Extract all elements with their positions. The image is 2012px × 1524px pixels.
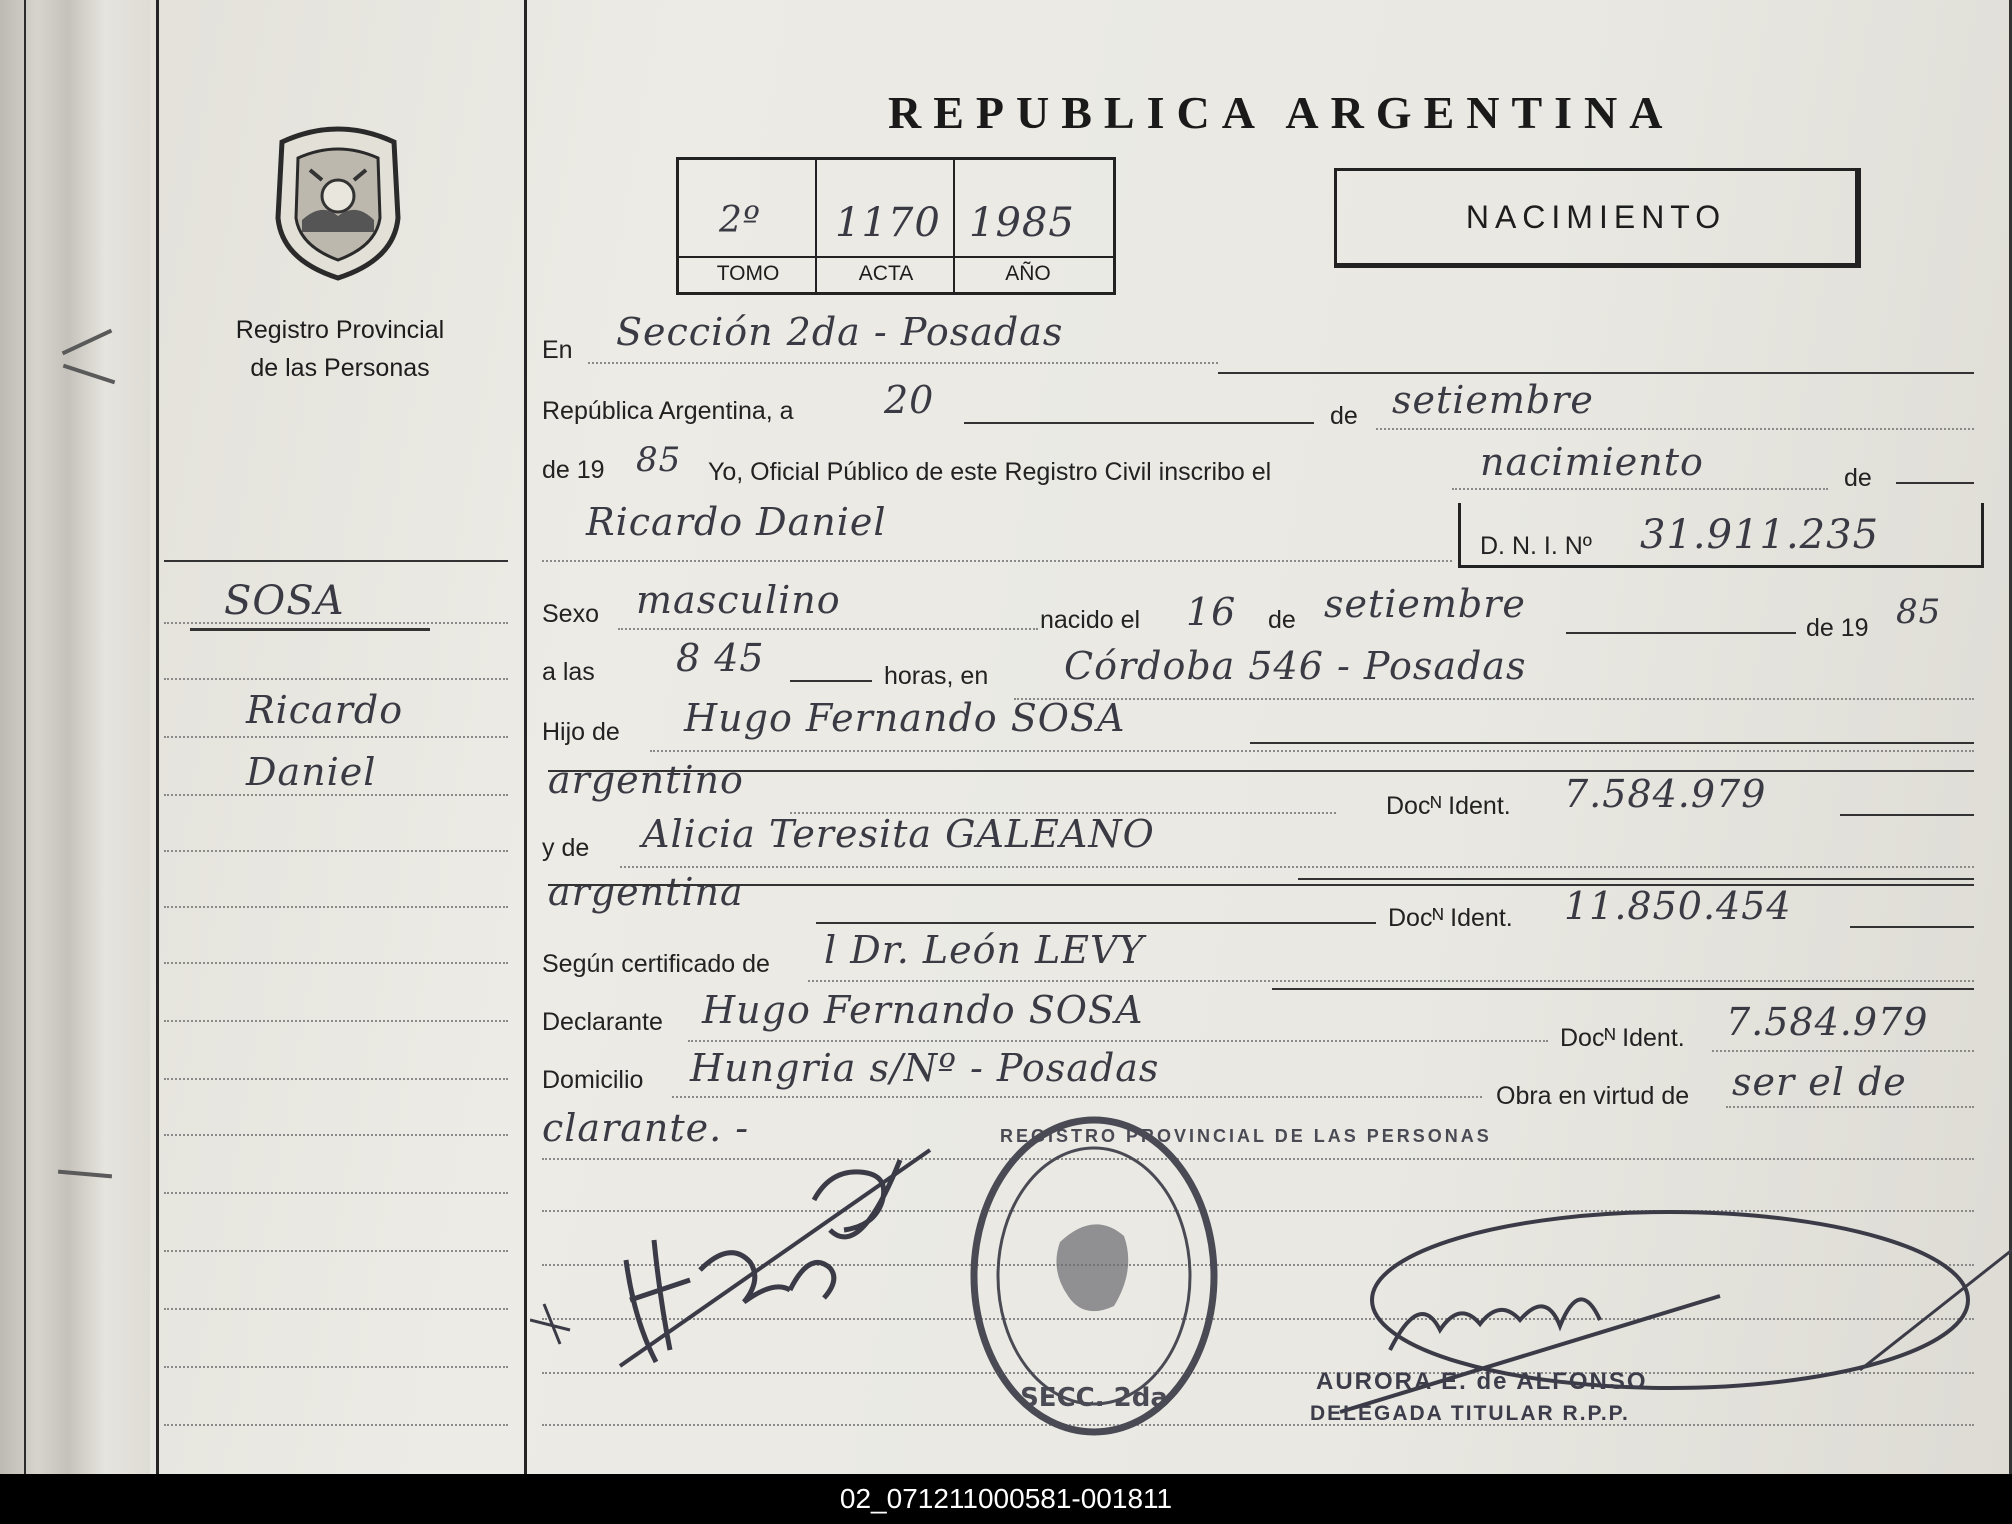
nombre-value: Ricardo Daniel [586,500,887,544]
madre-nac-line [816,922,1376,924]
mes-registro-line [1376,428,1974,430]
y-de-label: y de [542,834,590,862]
sidebar-top-rule [164,560,508,562]
staple [62,329,113,355]
de-label-2: de [1844,464,1872,492]
madre-value: Alicia Teresita GALEANO [642,812,1155,856]
dia-line [964,422,1314,424]
a-las-label: a las [542,658,595,686]
en-label: En [542,336,573,364]
obra-line-1 [1726,1106,1974,1108]
anio-registro-value: 85 [636,440,682,480]
domicilio-line [672,1096,1482,1098]
madre-line [620,866,1974,868]
de19-label-2: de 19 [1806,614,1869,642]
nombre-line [542,560,1452,562]
oficial-text: Yo, Oficial Público de este Registro Civil inscribo el [708,458,1272,486]
hijo-de-label: Hijo de [542,718,620,746]
certificado-value: l Dr. León LEVY [824,928,1145,972]
domicilio-value: Hungria s/Nº - Posadas [690,1046,1160,1090]
nacido-label: nacido el [1040,606,1141,634]
registry-divider [815,160,817,292]
sidebar-line [164,736,508,738]
domicilio-label: Domicilio [542,1066,644,1094]
obra-value-2: clarante. - [542,1106,750,1150]
registro-line-1: Registro Provincial [235,316,445,344]
obra-label: Obra en virtud de [1496,1082,1690,1110]
lugar-value: Córdoba 546 - Posadas [1064,644,1527,688]
country-title: REPUBLICA ARGENTINA [888,87,1675,138]
padre-doc-line [1840,814,1974,816]
file-id-bar [0,1474,2012,1524]
padre-line-cont [1250,742,1974,744]
sidebar-line [164,962,508,964]
declarante-line [688,1040,1548,1042]
sexo-label: Sexo [542,600,599,628]
sexo-value: masculino [636,578,841,622]
sidebar-given-name-1: Ricardo [246,688,404,732]
staple [63,364,116,384]
file-id: 02_071211000581-001811 [839,1483,1173,1514]
inscribo-tipo-value: nacimiento [1480,440,1704,484]
anio-value: 1985 [969,200,1075,246]
madre-doc-value: 11.850.454 [1564,884,1792,928]
padre-doc-label: Docᴺ Ident. [1386,792,1511,820]
mes-registro-value: setiembre [1392,378,1594,422]
sidebar-line [164,1366,508,1368]
padre-nacionalidad-value: argentino [548,758,744,802]
staple [58,1170,112,1179]
seccion-value: Sección 2da - Posadas [616,310,1064,354]
sidebar-line [164,1020,508,1022]
inscribo-line [1452,488,1828,490]
lugar-line [1014,698,1974,700]
registry-reference-box [676,157,1116,295]
sidebar-line [164,850,508,852]
sidebar-line [164,906,508,908]
misiones-crest-icon [262,122,414,282]
sexo-line [618,628,1038,630]
tomo-value: 2º [719,200,761,241]
sidebar-line [164,1192,508,1194]
spine-edge-line [24,0,26,1474]
sidebar-line [164,678,508,680]
delegada-title: DELEGADA TITULAR R.P.P. [1310,1402,1630,1425]
madre-line-cont [1298,878,1974,880]
obra-value-1: ser el de [1732,1060,1907,1104]
delegada-name: AURORA E. de ALFONSO [1316,1368,1648,1395]
act-type-label: NACIMIENTO [1465,198,1727,235]
registry-separator [679,256,1113,258]
de19-label: de 19 [542,456,605,484]
registro-provincial-label [190,311,490,387]
padre-line [650,750,1974,752]
seal-bottom-text: SECC. 2da [1020,1383,1168,1413]
tomo-label: TOMO [716,262,780,285]
nacido-mes-value: setiembre [1324,582,1526,626]
declarante-doc-label: Docᴺ Ident. [1560,1024,1685,1052]
padre-doc-value: 7.584.979 [1564,772,1767,816]
seal-text: REGISTRO PROVINCIAL DE LAS PERSONAS [1000,1126,1492,1146]
madre-doc-label: Docᴺ Ident. [1388,904,1513,932]
declarante-doc-value: 7.584.979 [1726,1000,1929,1044]
sidebar-line [164,1424,508,1426]
act-type-box [1334,168,1861,268]
registro-line-2: de las Personas [250,354,430,382]
surname-underline [190,628,430,631]
nacido-mes-line [1566,632,1796,634]
left-margin-rule [156,0,159,1474]
anio-label: AÑO [1005,262,1051,285]
center-column-rule [524,0,527,1474]
declarante-value: Hugo Fernando SOSA [702,988,1144,1032]
hora-line [790,680,872,682]
de-label: de [1330,402,1358,430]
dia-value: 20 [884,378,935,422]
certificado-line [808,980,1974,982]
seccion-line-cont [1218,372,1974,374]
madre-nacionalidad-value: argentina [548,870,744,914]
binding-spine [0,0,150,1474]
sidebar-line [164,794,508,796]
nacido-dia-value: 16 [1186,590,1237,634]
certificado-line-cont [1272,988,1974,990]
dni-value: 31.911.235 [1640,512,1880,558]
de-label-3: de [1268,606,1296,634]
declarante-label: Declarante [542,1008,663,1036]
de-line-2 [1896,482,1974,484]
sidebar-line [164,1078,508,1080]
nacido-anio-value: 85 [1896,592,1942,632]
horas-en-label: horas, en [884,662,989,690]
madre-doc-line [1850,926,1974,928]
sidebar-line [164,1134,508,1136]
sidebar-line [164,1308,508,1310]
acta-value: 1170 [835,200,941,246]
republica-label: República Argentina, a [542,397,794,425]
acta-label: ACTA [858,262,914,285]
sidebar-surname: SOSA [224,578,345,624]
padre-value: Hugo Fernando SOSA [684,696,1126,740]
seccion-line [588,362,1218,364]
oficial-signature-icon [1300,1180,2012,1440]
declarante-signature-icon [530,1130,950,1380]
sidebar-given-name-2: Daniel [246,750,377,794]
declarante-doc-line [1712,1050,1974,1052]
sidebar-line [164,1250,508,1252]
hora-value: 8 45 [676,636,765,680]
segun-label: Según certificado de [542,950,770,978]
registry-divider [953,160,955,292]
dni-label: D. N. I. Nº [1480,532,1592,560]
